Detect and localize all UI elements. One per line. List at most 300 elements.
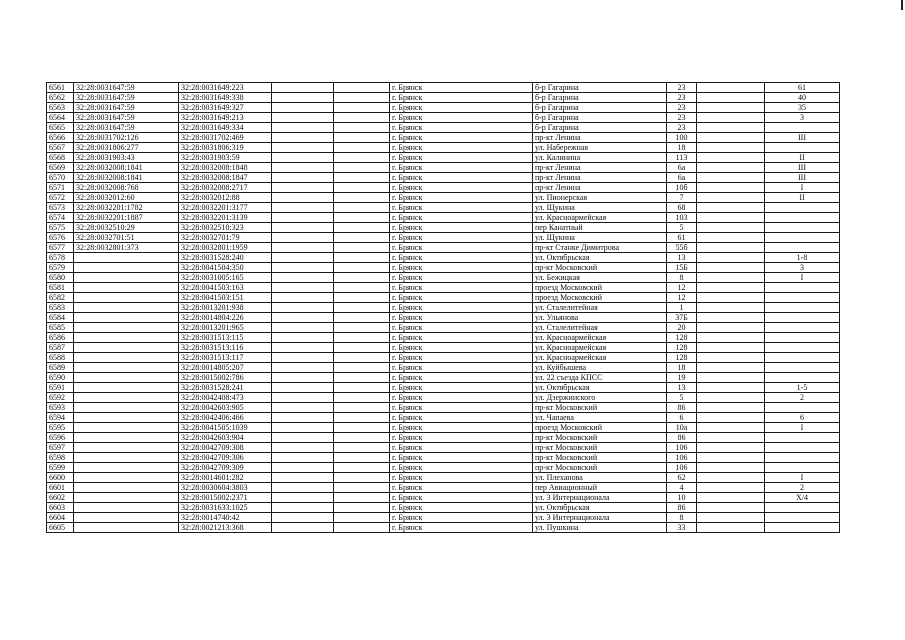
- cadastral-old-cell: [74, 493, 179, 503]
- property-registry-table: [46, 82, 840, 533]
- premises-number-cell: 61: [765, 83, 840, 93]
- street-cell: ул. Октябрьская: [533, 503, 667, 513]
- blank-cell: [334, 463, 390, 473]
- table-row: [47, 113, 840, 123]
- blank-cell: [697, 123, 765, 133]
- premises-number-cell: 6: [765, 413, 840, 423]
- premises-number-cell: [765, 453, 840, 463]
- blank-cell: [334, 143, 390, 153]
- street-cell: пр-кт Московский: [533, 463, 667, 473]
- blank-cell: [334, 213, 390, 223]
- table-row: [47, 493, 840, 503]
- house-number-cell: 106: [667, 443, 697, 453]
- cadastral-old-cell: [74, 423, 179, 433]
- cadastral-old-cell: 32:28:0032008:768: [74, 183, 179, 193]
- blank-cell: [334, 423, 390, 433]
- street-cell: ул. Щукина: [533, 233, 667, 243]
- street-cell: ул. Пионерская: [533, 193, 667, 203]
- premises-number-cell: [765, 353, 840, 363]
- city-cell: г. Брянск: [390, 473, 533, 483]
- blank-cell: [272, 473, 334, 483]
- cadastral-old-cell: 32:28:0031806:277: [74, 143, 179, 153]
- blank-cell: [697, 423, 765, 433]
- blank-cell: [334, 363, 390, 373]
- blank-cell: [697, 493, 765, 503]
- row-number-cell: 6578: [47, 253, 74, 263]
- street-cell: проезд Московский: [533, 293, 667, 303]
- blank-cell: [697, 133, 765, 143]
- cadastral-old-cell: [74, 433, 179, 443]
- blank-cell: [697, 303, 765, 313]
- cadastral-new-cell: 32:28:0031005:165: [179, 273, 272, 283]
- cadastral-new-cell: 32:28:0031649:223: [179, 83, 272, 93]
- city-cell: г. Брянск: [390, 333, 533, 343]
- cadastral-old-cell: 32:28:0032701:51: [74, 233, 179, 243]
- row-number-cell: 6561: [47, 83, 74, 93]
- table-row: [47, 213, 840, 223]
- cadastral-old-cell: [74, 523, 179, 533]
- table-row: [47, 353, 840, 363]
- house-number-cell: 103: [667, 213, 697, 223]
- house-number-cell: 106: [667, 453, 697, 463]
- cadastral-new-cell: 32:28:0042406:466: [179, 413, 272, 423]
- premises-number-cell: [765, 233, 840, 243]
- blank-cell: [272, 113, 334, 123]
- street-cell: ул. Куйбышева: [533, 363, 667, 373]
- cadastral-old-cell: [74, 323, 179, 333]
- city-cell: г. Брянск: [390, 423, 533, 433]
- table-row: [47, 103, 840, 113]
- street-cell: ул. Щукина: [533, 203, 667, 213]
- blank-cell: [272, 243, 334, 253]
- house-number-cell: 10: [667, 493, 697, 503]
- street-cell: пр-кт Станке Димитрова: [533, 243, 667, 253]
- house-number-cell: 20: [667, 323, 697, 333]
- cadastral-new-cell: 32:28:0032008:2717: [179, 183, 272, 193]
- row-number-cell: 6566: [47, 133, 74, 143]
- blank-cell: [334, 393, 390, 403]
- cadastral-old-cell: [74, 263, 179, 273]
- table-row: [47, 163, 840, 173]
- premises-number-cell: Х/4: [765, 493, 840, 503]
- page-edge-mark: [901, 0, 903, 10]
- premises-number-cell: III: [765, 173, 840, 183]
- row-number-cell: 6594: [47, 413, 74, 423]
- city-cell: г. Брянск: [390, 143, 533, 153]
- cadastral-old-cell: [74, 403, 179, 413]
- cadastral-new-cell: 32:28:0015002:786: [179, 373, 272, 383]
- cadastral-new-cell: 32:28:0041504:350: [179, 263, 272, 273]
- cadastral-old-cell: [74, 383, 179, 393]
- house-number-cell: 13: [667, 253, 697, 263]
- table-row: [47, 303, 840, 313]
- cadastral-old-cell: 32:28:0032201:1887: [74, 213, 179, 223]
- blank-cell: [272, 253, 334, 263]
- house-number-cell: 68: [667, 203, 697, 213]
- city-cell: г. Брянск: [390, 493, 533, 503]
- premises-number-cell: [765, 293, 840, 303]
- row-number-cell: 6581: [47, 283, 74, 293]
- blank-cell: [334, 473, 390, 483]
- cadastral-new-cell: 32:28:0031513:117: [179, 353, 272, 363]
- cadastral-new-cell: 32:28:0032701:79: [179, 233, 272, 243]
- row-number-cell: 6576: [47, 233, 74, 243]
- city-cell: г. Брянск: [390, 173, 533, 183]
- row-number-cell: 6568: [47, 153, 74, 163]
- row-number-cell: 6577: [47, 243, 74, 253]
- city-cell: г. Брянск: [390, 83, 533, 93]
- blank-cell: [697, 283, 765, 293]
- cadastral-new-cell: 32:28:0014804:226: [179, 313, 272, 323]
- city-cell: г. Брянск: [390, 243, 533, 253]
- blank-cell: [697, 313, 765, 323]
- row-number-cell: 6587: [47, 343, 74, 353]
- premises-number-cell: 1-5: [765, 383, 840, 393]
- blank-cell: [272, 83, 334, 93]
- table-row: [47, 333, 840, 343]
- cadastral-new-cell: 32:28:0014740:42: [179, 513, 272, 523]
- row-number-cell: 6585: [47, 323, 74, 333]
- premises-number-cell: [765, 513, 840, 523]
- city-cell: г. Брянск: [390, 503, 533, 513]
- row-number-cell: 6599: [47, 463, 74, 473]
- row-number-cell: 6580: [47, 273, 74, 283]
- premises-number-cell: 3: [765, 113, 840, 123]
- table-row: [47, 383, 840, 393]
- row-number-cell: 6598: [47, 453, 74, 463]
- blank-cell: [272, 423, 334, 433]
- cadastral-old-cell: [74, 363, 179, 373]
- house-number-cell: 23: [667, 123, 697, 133]
- blank-cell: [334, 433, 390, 443]
- premises-number-cell: II: [765, 153, 840, 163]
- row-number-cell: 6593: [47, 403, 74, 413]
- cadastral-new-cell: 32:28:0013201:965: [179, 323, 272, 333]
- cadastral-old-cell: [74, 303, 179, 313]
- house-number-cell: 6а: [667, 173, 697, 183]
- blank-cell: [334, 123, 390, 133]
- street-cell: пер Авиационный: [533, 483, 667, 493]
- house-number-cell: 5: [667, 223, 697, 233]
- row-number-cell: 6605: [47, 523, 74, 533]
- street-cell: пр-кт Ленина: [533, 133, 667, 143]
- blank-cell: [697, 103, 765, 113]
- city-cell: г. Брянск: [390, 293, 533, 303]
- table-row: [47, 313, 840, 323]
- table-row: [47, 143, 840, 153]
- blank-cell: [334, 323, 390, 333]
- row-number-cell: 6583: [47, 303, 74, 313]
- blank-cell: [334, 283, 390, 293]
- cadastral-old-cell: 32:28:0031647:59: [74, 93, 179, 103]
- blank-cell: [334, 513, 390, 523]
- cadastral-new-cell: 32:28:0031513:115: [179, 333, 272, 343]
- premises-number-cell: [765, 123, 840, 133]
- blank-cell: [272, 373, 334, 383]
- premises-number-cell: [765, 333, 840, 343]
- cadastral-new-cell: 32:28:0032801:1959: [179, 243, 272, 253]
- cadastral-old-cell: 32:28:0032012:60: [74, 193, 179, 203]
- premises-number-cell: [765, 243, 840, 253]
- cadastral-old-cell: [74, 513, 179, 523]
- blank-cell: [697, 333, 765, 343]
- blank-cell: [334, 243, 390, 253]
- street-cell: б-р Гагарина: [533, 93, 667, 103]
- blank-cell: [334, 183, 390, 193]
- blank-cell: [334, 233, 390, 243]
- cadastral-new-cell: 32:28:0042408:473: [179, 393, 272, 403]
- city-cell: г. Брянск: [390, 283, 533, 293]
- blank-cell: [697, 113, 765, 123]
- house-number-cell: 8: [667, 513, 697, 523]
- blank-cell: [272, 293, 334, 303]
- house-number-cell: 7: [667, 193, 697, 203]
- blank-cell: [697, 293, 765, 303]
- blank-cell: [272, 323, 334, 333]
- cadastral-new-cell: 32:28:0014601:282: [179, 473, 272, 483]
- blank-cell: [272, 213, 334, 223]
- row-number-cell: 6603: [47, 503, 74, 513]
- cadastral-new-cell: 32:28:0032008:1848: [179, 163, 272, 173]
- blank-cell: [272, 383, 334, 393]
- blank-cell: [334, 413, 390, 423]
- row-number-cell: 6572: [47, 193, 74, 203]
- street-cell: ул. Октябрьская: [533, 253, 667, 263]
- table-row: [47, 183, 840, 193]
- blank-cell: [334, 493, 390, 503]
- table-row: [47, 323, 840, 333]
- street-cell: ул. Ульянова: [533, 313, 667, 323]
- cadastral-new-cell: 32:28:0042603:904: [179, 433, 272, 443]
- blank-cell: [334, 333, 390, 343]
- cadastral-new-cell: 32:28:0032008:1847: [179, 173, 272, 183]
- premises-number-cell: I: [765, 183, 840, 193]
- blank-cell: [697, 323, 765, 333]
- cadastral-new-cell: 32:28:0031806:319: [179, 143, 272, 153]
- city-cell: г. Брянск: [390, 103, 533, 113]
- city-cell: г. Брянск: [390, 463, 533, 473]
- city-cell: г. Брянск: [390, 263, 533, 273]
- blank-cell: [334, 303, 390, 313]
- table-row: [47, 203, 840, 213]
- street-cell: б-р Гагарина: [533, 83, 667, 93]
- blank-cell: [697, 243, 765, 253]
- cadastral-new-cell: 32:28:0041503:163: [179, 283, 272, 293]
- blank-cell: [272, 343, 334, 353]
- cadastral-old-cell: [74, 343, 179, 353]
- blank-cell: [697, 213, 765, 223]
- row-number-cell: 6588: [47, 353, 74, 363]
- table-row: [47, 413, 840, 423]
- cadastral-old-cell: 32:28:0032510:29: [74, 223, 179, 233]
- street-cell: пр-кт Ленина: [533, 173, 667, 183]
- table-row: [47, 233, 840, 243]
- cadastral-new-cell: 32:28:0042603:905: [179, 403, 272, 413]
- blank-cell: [334, 133, 390, 143]
- table-row: [47, 283, 840, 293]
- row-number-cell: 6604: [47, 513, 74, 523]
- premises-number-cell: III: [765, 133, 840, 143]
- street-cell: ул. Набережная: [533, 143, 667, 153]
- premises-number-cell: I: [765, 423, 840, 433]
- cadastral-old-cell: [74, 283, 179, 293]
- blank-cell: [334, 273, 390, 283]
- table-row: [47, 373, 840, 383]
- cadastral-old-cell: [74, 333, 179, 343]
- blank-cell: [272, 403, 334, 413]
- premises-number-cell: II: [765, 193, 840, 203]
- blank-cell: [697, 273, 765, 283]
- blank-cell: [272, 163, 334, 173]
- city-cell: г. Брянск: [390, 93, 533, 103]
- blank-cell: [334, 443, 390, 453]
- street-cell: ул. Сталелитейная: [533, 323, 667, 333]
- blank-cell: [272, 203, 334, 213]
- street-cell: ул. Красноармейская: [533, 333, 667, 343]
- city-cell: г. Брянск: [390, 163, 533, 173]
- cadastral-old-cell: [74, 373, 179, 383]
- row-number-cell: 6602: [47, 493, 74, 503]
- blank-cell: [697, 143, 765, 153]
- premises-number-cell: [765, 403, 840, 413]
- house-number-cell: 33: [667, 523, 697, 533]
- row-number-cell: 6565: [47, 123, 74, 133]
- table-row: [47, 273, 840, 283]
- blank-cell: [272, 133, 334, 143]
- street-cell: ул. Сталелитейная: [533, 303, 667, 313]
- cadastral-new-cell: 32:28:0031513:116: [179, 343, 272, 353]
- blank-cell: [697, 473, 765, 483]
- premises-number-cell: 40: [765, 93, 840, 103]
- premises-number-cell: 1-8: [765, 253, 840, 263]
- table-row: [47, 193, 840, 203]
- cadastral-new-cell: 32:28:0031649:327: [179, 103, 272, 113]
- cadastral-new-cell: 32:28:0042709:306: [179, 453, 272, 463]
- blank-cell: [334, 373, 390, 383]
- blank-cell: [272, 363, 334, 373]
- blank-cell: [697, 263, 765, 273]
- city-cell: г. Брянск: [390, 393, 533, 403]
- cadastral-old-cell: 32:28:0031647:59: [74, 83, 179, 93]
- premises-number-cell: [765, 203, 840, 213]
- blank-cell: [697, 223, 765, 233]
- blank-cell: [272, 273, 334, 283]
- row-number-cell: 6571: [47, 183, 74, 193]
- blank-cell: [334, 503, 390, 513]
- blank-cell: [272, 93, 334, 103]
- row-number-cell: 6579: [47, 263, 74, 273]
- street-cell: проезд Московский: [533, 423, 667, 433]
- table-row: [47, 253, 840, 263]
- house-number-cell: 18: [667, 143, 697, 153]
- street-cell: ул. Калинина: [533, 153, 667, 163]
- blank-cell: [334, 103, 390, 113]
- city-cell: г. Брянск: [390, 133, 533, 143]
- blank-cell: [697, 233, 765, 243]
- table-row: [47, 423, 840, 433]
- premises-number-cell: [765, 363, 840, 373]
- row-number-cell: 6569: [47, 163, 74, 173]
- blank-cell: [272, 443, 334, 453]
- blank-cell: [334, 383, 390, 393]
- city-cell: г. Брянск: [390, 513, 533, 523]
- house-number-cell: 23: [667, 93, 697, 103]
- blank-cell: [272, 523, 334, 533]
- city-cell: г. Брянск: [390, 213, 533, 223]
- table-row: [47, 343, 840, 353]
- blank-cell: [272, 153, 334, 163]
- cadastral-old-cell: [74, 473, 179, 483]
- premises-number-cell: III: [765, 163, 840, 173]
- table-row: [47, 483, 840, 493]
- cadastral-old-cell: 32:28:0031647:59: [74, 123, 179, 133]
- cadastral-old-cell: 32:28:0031702:126: [74, 133, 179, 143]
- house-number-cell: 113: [667, 153, 697, 163]
- premises-number-cell: [765, 323, 840, 333]
- cadastral-old-cell: [74, 463, 179, 473]
- blank-cell: [272, 263, 334, 273]
- cadastral-new-cell: 32:28:0014805:207: [179, 363, 272, 373]
- city-cell: г. Брянск: [390, 153, 533, 163]
- table-row: [47, 473, 840, 483]
- house-number-cell: 86: [667, 433, 697, 443]
- blank-cell: [697, 163, 765, 173]
- blank-cell: [697, 443, 765, 453]
- row-number-cell: 6591: [47, 383, 74, 393]
- street-cell: ул. Пушкина: [533, 523, 667, 533]
- row-number-cell: 6564: [47, 113, 74, 123]
- blank-cell: [697, 463, 765, 473]
- city-cell: г. Брянск: [390, 183, 533, 193]
- premises-number-cell: 35: [765, 103, 840, 113]
- house-number-cell: 86: [667, 503, 697, 513]
- house-number-cell: 6а: [667, 163, 697, 173]
- blank-cell: [697, 383, 765, 393]
- table-row: [47, 453, 840, 463]
- city-cell: г. Брянск: [390, 373, 533, 383]
- blank-cell: [272, 143, 334, 153]
- cadastral-old-cell: [74, 413, 179, 423]
- table-row: [47, 433, 840, 443]
- city-cell: г. Брянск: [390, 523, 533, 533]
- house-number-cell: 128: [667, 343, 697, 353]
- city-cell: г. Брянск: [390, 383, 533, 393]
- house-number-cell: 100: [667, 133, 697, 143]
- blank-cell: [697, 403, 765, 413]
- house-number-cell: 19: [667, 373, 697, 383]
- blank-cell: [697, 93, 765, 103]
- table-row: [47, 523, 840, 533]
- cadastral-old-cell: [74, 453, 179, 463]
- premises-number-cell: [765, 433, 840, 443]
- cadastral-old-cell: 32:28:0032801:373: [74, 243, 179, 253]
- house-number-cell: 37Б: [667, 313, 697, 323]
- cadastral-new-cell: 32:28:0042709:308: [179, 443, 272, 453]
- blank-cell: [334, 203, 390, 213]
- blank-cell: [272, 353, 334, 363]
- blank-cell: [334, 153, 390, 163]
- street-cell: ул. Красноармейская: [533, 213, 667, 223]
- row-number-cell: 6562: [47, 93, 74, 103]
- cadastral-old-cell: [74, 443, 179, 453]
- blank-cell: [697, 503, 765, 513]
- house-number-cell: 8: [667, 273, 697, 283]
- street-cell: ул. Дзержинского: [533, 393, 667, 403]
- street-cell: б-р Гагарина: [533, 103, 667, 113]
- blank-cell: [334, 93, 390, 103]
- house-number-cell: 106: [667, 463, 697, 473]
- city-cell: г. Брянск: [390, 453, 533, 463]
